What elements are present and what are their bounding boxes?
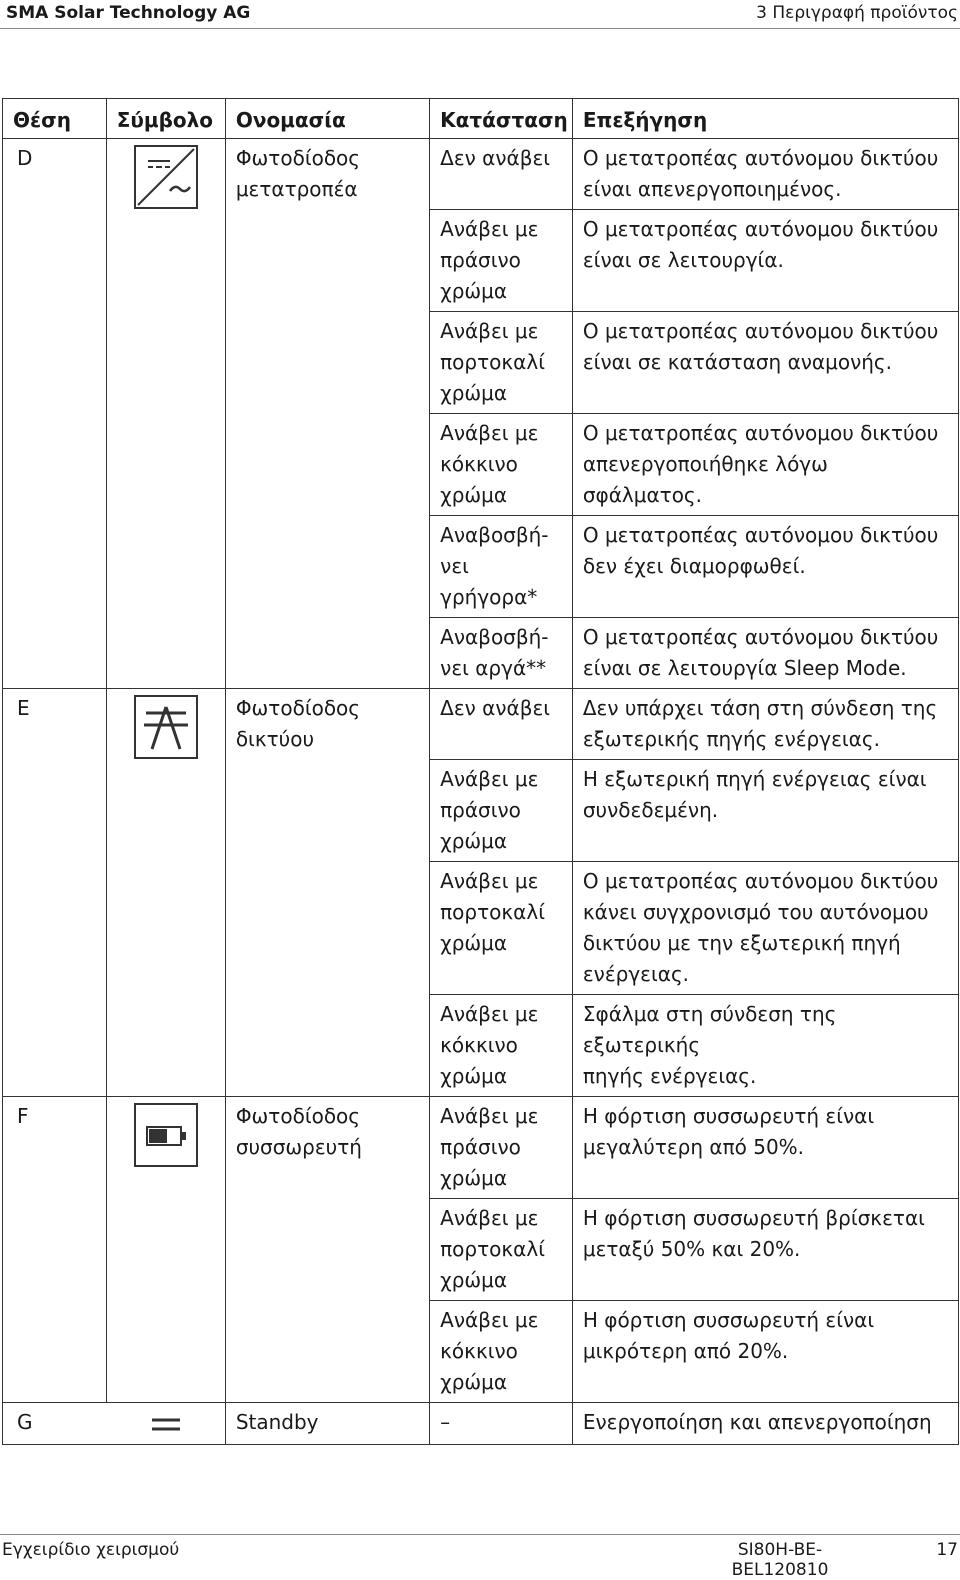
explanation-cell bbox=[572, 862, 958, 995]
position-cell bbox=[3, 139, 107, 689]
explanation-cell bbox=[572, 210, 958, 312]
state-cell-text: – bbox=[440, 1410, 451, 1434]
explanation-cell-text: Ο μετατροπέας αυτόνομου δικτύου κάνει συγχρονισμό του αυτόνομου δικτύου με την εξωτερική πηγή ενέργειας. bbox=[582, 869, 939, 986]
state-cell-text: Ανάβει με πράσινο χρώμα bbox=[440, 1104, 539, 1190]
name-cell bbox=[225, 1403, 429, 1445]
name-cell bbox=[225, 689, 429, 1097]
page-number: 17 bbox=[936, 1540, 958, 1560]
explanation-cell bbox=[572, 139, 958, 210]
state-cell-text: Ανάβει με πορτοκαλί χρώμα bbox=[440, 869, 545, 955]
table-header-row bbox=[3, 99, 959, 139]
position-cell-text: D bbox=[17, 146, 33, 170]
explanation-cell bbox=[572, 995, 958, 1097]
explanation-cell bbox=[572, 516, 958, 618]
state-cell-text: Ανάβει με πορτοκαλί χρώμα bbox=[440, 1206, 545, 1292]
led-status-table bbox=[2, 98, 959, 1445]
explanation-cell-text: Η φόρτιση συσσωρευτή είναι μικρότερη από 20%. bbox=[582, 1308, 875, 1363]
state-cell bbox=[430, 1097, 573, 1199]
state-cell bbox=[430, 516, 573, 618]
explanation-cell bbox=[572, 312, 958, 414]
explanation-cell-text: Η φόρτιση συσσωρευτή είναι μεγαλύτερη από 50%. bbox=[582, 1104, 875, 1159]
explanation-cell-text: Ο μετατροπέας αυτόνομου δικτύου απενεργοποιήθηκε λόγω σφάλματος. bbox=[582, 421, 939, 507]
state-cell bbox=[430, 862, 573, 995]
name-cell bbox=[225, 1097, 429, 1403]
explanation-cell-text: Ο μετατροπέας αυτόνομου δικτύου είναι απενεργοποιημένος. bbox=[582, 146, 939, 201]
state-cell-text: Ανάβει με πορτοκαλί χρώμα bbox=[440, 319, 545, 405]
state-cell-text: Ανάβει με πράσινο χρώμα bbox=[440, 767, 539, 853]
state-cell bbox=[430, 1199, 573, 1301]
chapter-title: 3 Περιγραφή προϊόντος bbox=[756, 3, 958, 23]
state-cell bbox=[430, 414, 573, 516]
name-cell-text: Φωτοδίοδος δικτύου bbox=[235, 696, 361, 751]
column-header-position: Θέση bbox=[3, 99, 107, 139]
state-cell-text: Δεν ανάβει bbox=[440, 696, 551, 720]
inverter-icon bbox=[134, 145, 198, 209]
column-header-name: Ονομασία bbox=[225, 99, 429, 139]
explanation-cell-text: Ο μετατροπέας αυτόνομου δικτύου δεν έχει διαμορφωθεί. bbox=[582, 523, 939, 578]
table-row bbox=[3, 689, 959, 760]
state-cell bbox=[430, 210, 573, 312]
state-cell bbox=[430, 312, 573, 414]
name-cell-text: Standby bbox=[235, 1410, 319, 1434]
grid-icon bbox=[134, 695, 198, 759]
explanation-cell-text: Σφάλμα στη σύνδεση της εξωτερικής πηγής ενέργειας. bbox=[582, 1002, 837, 1088]
name-cell-text: Φωτοδίοδος συσσωρευτή bbox=[235, 1104, 362, 1159]
state-cell bbox=[430, 689, 573, 760]
state-cell bbox=[430, 995, 573, 1097]
explanation-cell bbox=[572, 1301, 958, 1403]
table-row bbox=[3, 139, 959, 210]
state-cell-text: Ανάβει με κόκκινο χρώμα bbox=[440, 421, 539, 507]
explanation-cell-text: Η φόρτιση συσσωρευτή βρίσκεται μεταξύ 50% και 20%. bbox=[582, 1206, 925, 1261]
state-cell-text: Αναβοσβή- νει γρήγορα* bbox=[440, 523, 549, 609]
standby-icon bbox=[151, 1413, 181, 1444]
column-header-symbol: Σύμβολο bbox=[106, 99, 225, 139]
name-cell-text: Φωτοδίοδος μετατροπέα bbox=[235, 146, 361, 201]
position-cell bbox=[3, 1403, 107, 1445]
column-header-explanation: Επεξήγηση bbox=[572, 99, 958, 139]
explanation-cell bbox=[572, 1199, 958, 1301]
position-cell bbox=[3, 689, 107, 1097]
explanation-cell bbox=[572, 689, 958, 760]
state-cell-text: Ανάβει με κόκκινο χρώμα bbox=[440, 1002, 539, 1088]
state-cell bbox=[430, 1301, 573, 1403]
explanation-cell bbox=[572, 1403, 958, 1445]
state-cell-text: Ανάβει με κόκκινο χρώμα bbox=[440, 1308, 539, 1394]
name-cell bbox=[225, 139, 429, 689]
position-cell bbox=[3, 1097, 107, 1403]
table-body bbox=[3, 139, 959, 1445]
document-code: SI80H-BE-BEL120810 bbox=[731, 1540, 829, 1580]
state-cell bbox=[430, 618, 573, 689]
explanation-cell bbox=[572, 1097, 958, 1199]
state-cell-text: Δεν ανάβει bbox=[440, 146, 551, 170]
state-cell bbox=[430, 760, 573, 862]
column-header-state: Κατάσταση bbox=[430, 99, 573, 139]
state-cell bbox=[430, 1403, 573, 1445]
explanation-cell bbox=[572, 760, 958, 862]
page-header bbox=[0, 0, 960, 29]
explanation-cell-text: Ο μετατροπέας αυτόνομου δικτύου είναι σε κατάσταση αναμονής. bbox=[582, 319, 939, 374]
state-cell-text: Αναβοσβή- νει αργά** bbox=[440, 625, 549, 680]
explanation-cell-text: Ο μετατροπέας αυτόνομου δικτύου είναι σε λειτουργία Sleep Mode. bbox=[582, 625, 939, 680]
symbol-cell bbox=[106, 139, 225, 689]
symbol-cell bbox=[106, 1097, 225, 1403]
company-name: SMA Solar Technology AG bbox=[6, 3, 251, 23]
symbol-cell bbox=[106, 1403, 225, 1445]
position-cell-text: G bbox=[17, 1410, 33, 1434]
explanation-cell-text: Ο μετατροπέας αυτόνομου δικτύου είναι σε λειτουργία. bbox=[582, 217, 939, 272]
table-row bbox=[3, 1403, 959, 1445]
explanation-cell-text: Δεν υπάρχει τάση στη σύνδεση της εξωτερικής πηγής ενέργειας. bbox=[582, 696, 938, 751]
position-cell-text: E bbox=[17, 696, 30, 720]
position-cell-text: F bbox=[17, 1104, 29, 1128]
page-footer bbox=[0, 1534, 960, 1580]
manual-title: Εγχειρίδιο χειρισμού bbox=[2, 1540, 180, 1560]
battery-icon bbox=[134, 1103, 198, 1167]
explanation-cell-text: Ενεργοποίηση και απενεργοποίηση bbox=[582, 1410, 932, 1434]
table-row bbox=[3, 1097, 959, 1199]
symbol-cell bbox=[106, 689, 225, 1097]
explanation-cell bbox=[572, 414, 958, 516]
explanation-cell-text: Η εξωτερική πηγή ενέργειας είναι συνδεδεμένη. bbox=[582, 767, 927, 822]
state-cell bbox=[430, 139, 573, 210]
state-cell-text: Ανάβει με πράσινο χρώμα bbox=[440, 217, 539, 303]
explanation-cell bbox=[572, 618, 958, 689]
